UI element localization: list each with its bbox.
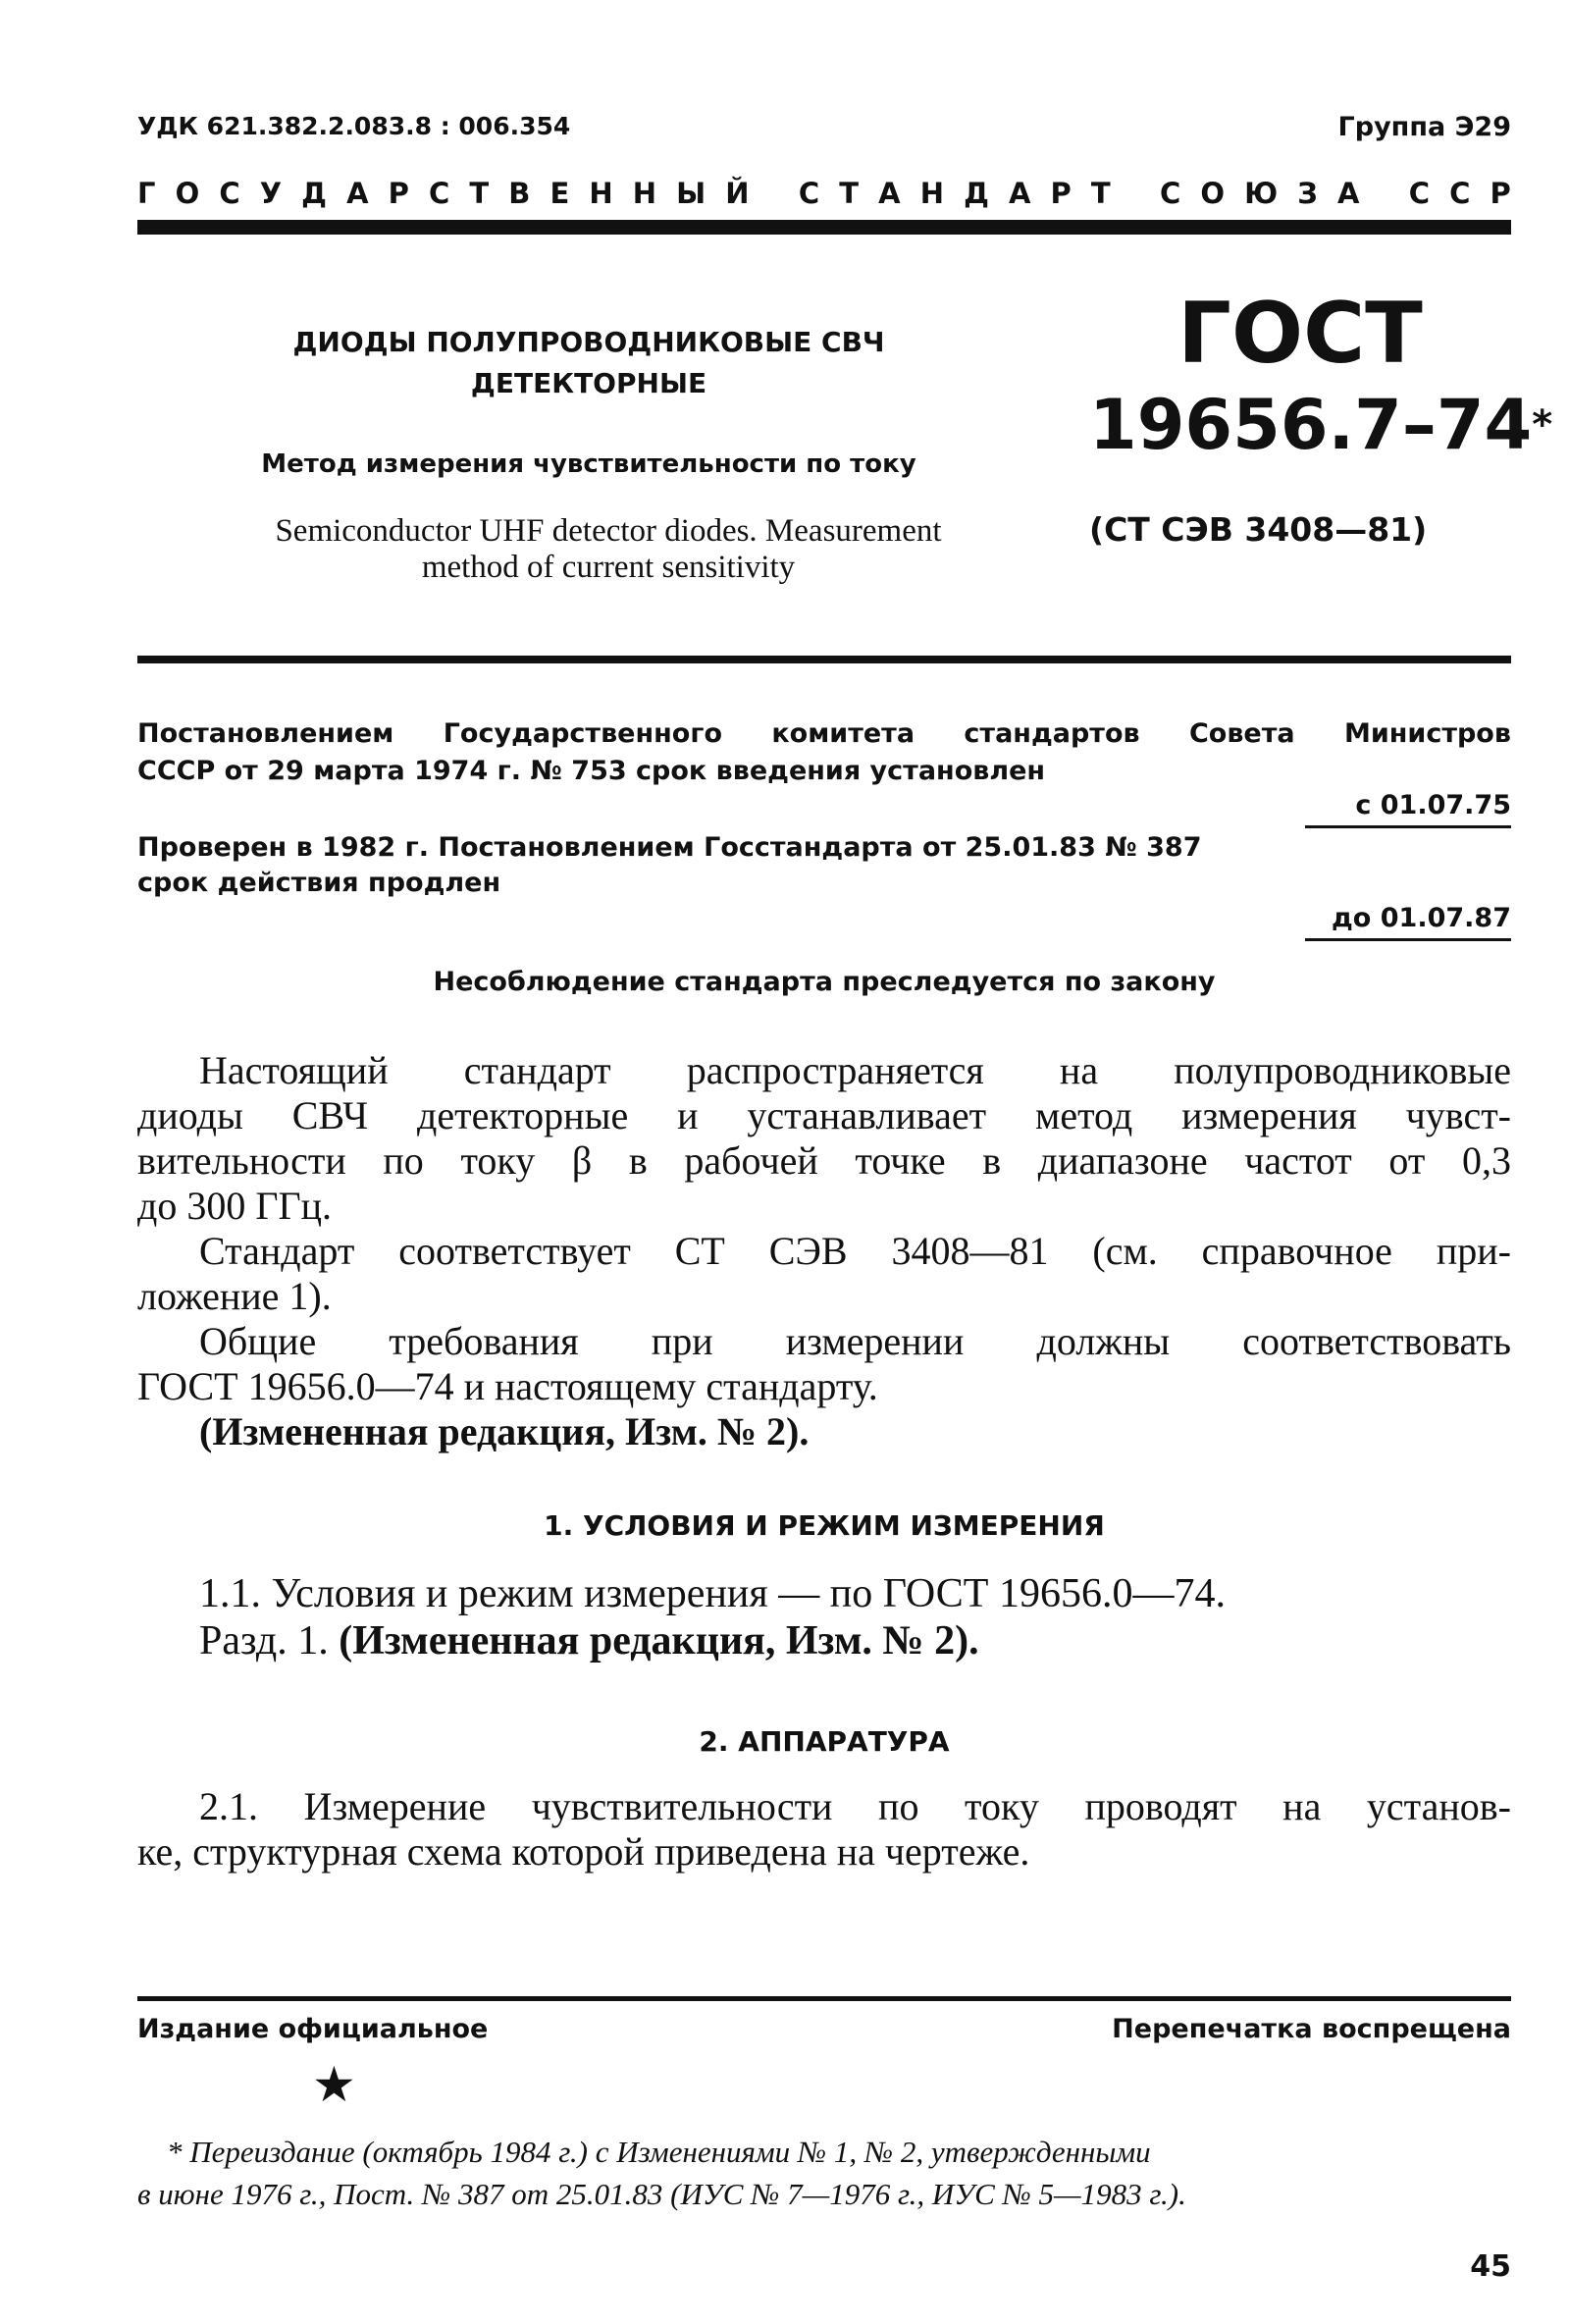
- state-standard-letter: Р: [1050, 177, 1072, 210]
- intro-revised-note: (Измененная редакция, Изм. № 2).: [199, 1409, 810, 1453]
- star-icon: ★: [312, 2056, 356, 2113]
- section1-p1-line2: [199, 1617, 979, 1664]
- state-standard-letter: [1380, 177, 1389, 216]
- state-standard-letter: Н: [589, 177, 613, 210]
- state-standard-letter: О: [1200, 177, 1226, 210]
- state-standard-letter: А: [1009, 177, 1031, 210]
- state-standard-letter: С: [1449, 177, 1471, 210]
- state-standard-letter: Р: [388, 177, 409, 210]
- intro-p1-line2: диоды СВЧ детекторные и устанавливает метод измерения чувст-: [137, 1093, 1511, 1137]
- state-standard-letter: Й: [725, 177, 750, 210]
- state-standard-letter: Е: [549, 177, 570, 210]
- title-en-line2: method of current sensitivity: [421, 550, 796, 585]
- state-standard-letter: В: [508, 177, 531, 210]
- gost-label: ГОСТ: [1177, 285, 1423, 383]
- state-standard-letter: С: [219, 177, 240, 210]
- state-standard-letter: А: [878, 177, 901, 210]
- intro-p3-line1: Общие требования при измерении должны соответствовать: [199, 1319, 1511, 1363]
- decree-word: комитета: [771, 718, 915, 749]
- footnote-line2: в июне 1976 г., Пост. № 387 от 25.01.83 (ИУС № 7—1976 г., ИУС № 5—1983 г.).: [137, 2177, 1186, 2211]
- footer-rule: [137, 1996, 1511, 2001]
- intro-p3-line2: ГОСТ 19656.0—74 и настоящему стандарту.: [137, 1364, 878, 1408]
- state-standard-letter: А: [1336, 177, 1360, 210]
- date-to-rule: [1305, 938, 1511, 941]
- date-to: до 01.07.87: [1332, 903, 1511, 933]
- intro-p2-line2: ложение 1).: [137, 1274, 332, 1318]
- decree-line1: [137, 718, 1511, 749]
- state-standard-letter: Р: [1490, 177, 1511, 210]
- decree-word: Государственного: [443, 718, 722, 749]
- section2-p1-line2: ке, структурная схема которой приведена на чертеже.: [137, 1829, 1030, 1874]
- title-ru-line2: ДЕТЕКТОРНЫЕ: [470, 367, 707, 399]
- intro-p1-line1: Настоящий стандарт распространяется на полупроводниковые: [199, 1048, 1511, 1092]
- state-standard-letter: С: [1408, 177, 1431, 210]
- state-standard-letter: [1130, 177, 1140, 216]
- section2-p1-line1: 2.1. Измерение чувствительности по току проводят на установ-: [199, 1784, 1511, 1828]
- checked-line1: Проверен в 1982 г. Постановлением Госстандарта от 25.01.83 № 387: [137, 832, 1202, 863]
- state-standard-letter: [769, 177, 779, 216]
- state-standard-letter: З: [1297, 177, 1318, 210]
- state-standard-letter: Н: [632, 177, 657, 210]
- state-standard-letter: Г: [137, 177, 156, 210]
- title-ru-line1: ДИОДЫ ПОЛУПРОВОДНИКОВЫЕ СВЧ: [292, 326, 885, 358]
- state-standard-letter: С: [429, 177, 450, 210]
- violation-notice: Несоблюдение стандарта преследуется по закону: [433, 967, 1216, 997]
- state-standard-letter: С: [798, 177, 820, 210]
- intro-p1-line4: до 300 ГГц.: [137, 1184, 333, 1228]
- title-en-line1: Semiconductor UHF detector diodes. Measurement: [275, 513, 942, 549]
- state-standard-letter: Ю: [1244, 177, 1279, 210]
- state-standard-letter: Ы: [676, 177, 706, 210]
- gost-number: [1089, 381, 1553, 469]
- state-standard-letter: У: [259, 177, 283, 210]
- section1-revised-note: (Измененная редакция, Изм. № 2).: [339, 1618, 979, 1664]
- decree-word: Постановлением: [137, 718, 394, 749]
- gost-asterisk: *: [1532, 402, 1553, 448]
- decree-line2: СССР от 29 марта 1974 г. № 753 срок введения установлен: [137, 756, 1046, 786]
- section2-heading: 2. АППАРАТУРА: [699, 1725, 950, 1758]
- state-standard-letter: А: [346, 177, 369, 210]
- intro-p1-line3: вительности по току β в рабочей точке в диапазоне частот от 0,3: [137, 1138, 1511, 1183]
- decree-word: Министров: [1343, 718, 1511, 749]
- title-bottom-rule: [137, 656, 1511, 663]
- cmea-reference: (СТ СЭВ 3408—81): [1089, 510, 1428, 549]
- state-standard-letter: О: [175, 177, 200, 210]
- decree-word: стандартов: [964, 718, 1140, 749]
- footnote-line1: * Переиздание (октябрь 1984 г.) с Изменениями № 1, № 2, утвержденными: [167, 2135, 1151, 2169]
- state-standard-letter: Т: [839, 177, 860, 210]
- state-standard-letter: Н: [919, 177, 944, 210]
- checked-line2: срок действия продлен: [137, 868, 501, 898]
- state-standard-letter: С: [1160, 177, 1181, 210]
- intro-p2-line1: Стандарт соответствует СТ СЭВ 3408—81 (см. справочное при-: [199, 1229, 1511, 1273]
- decree-word: Совета: [1188, 718, 1295, 749]
- section1-p1-line1: 1.1. Условия и режим измерения — по ГОСТ 19656.0—74.: [199, 1571, 1226, 1616]
- gost-number-value: 19656.7–74: [1089, 385, 1533, 465]
- state-standard-heading: [137, 177, 1511, 216]
- reprint-prohibited: Перепечатка воспрещена: [1112, 2014, 1511, 2044]
- group-code: Группа Э29: [1337, 112, 1511, 142]
- section1-heading: 1. УСЛОВИЯ И РЕЖИМ ИЗМЕРЕНИЯ: [544, 1509, 1105, 1542]
- header-thick-rule: [137, 220, 1511, 235]
- state-standard-letter: Т: [1090, 177, 1111, 210]
- section1-ref: Разд. 1.: [199, 1618, 329, 1664]
- date-from: с 01.07.75: [1355, 790, 1511, 820]
- state-standard-letter: Д: [301, 177, 327, 210]
- official-edition: Издание официальное: [137, 2014, 489, 2044]
- state-standard-letter: Д: [964, 177, 989, 210]
- date-from-rule: [1305, 825, 1511, 828]
- page-number: 45: [1470, 2249, 1511, 2284]
- udk-code: УДК 621.382.2.083.8 : 006.354: [137, 112, 571, 140]
- state-standard-letter: Т: [469, 177, 490, 210]
- title-ru-subtitle: Метод измерения чувствительности по току: [261, 449, 916, 479]
